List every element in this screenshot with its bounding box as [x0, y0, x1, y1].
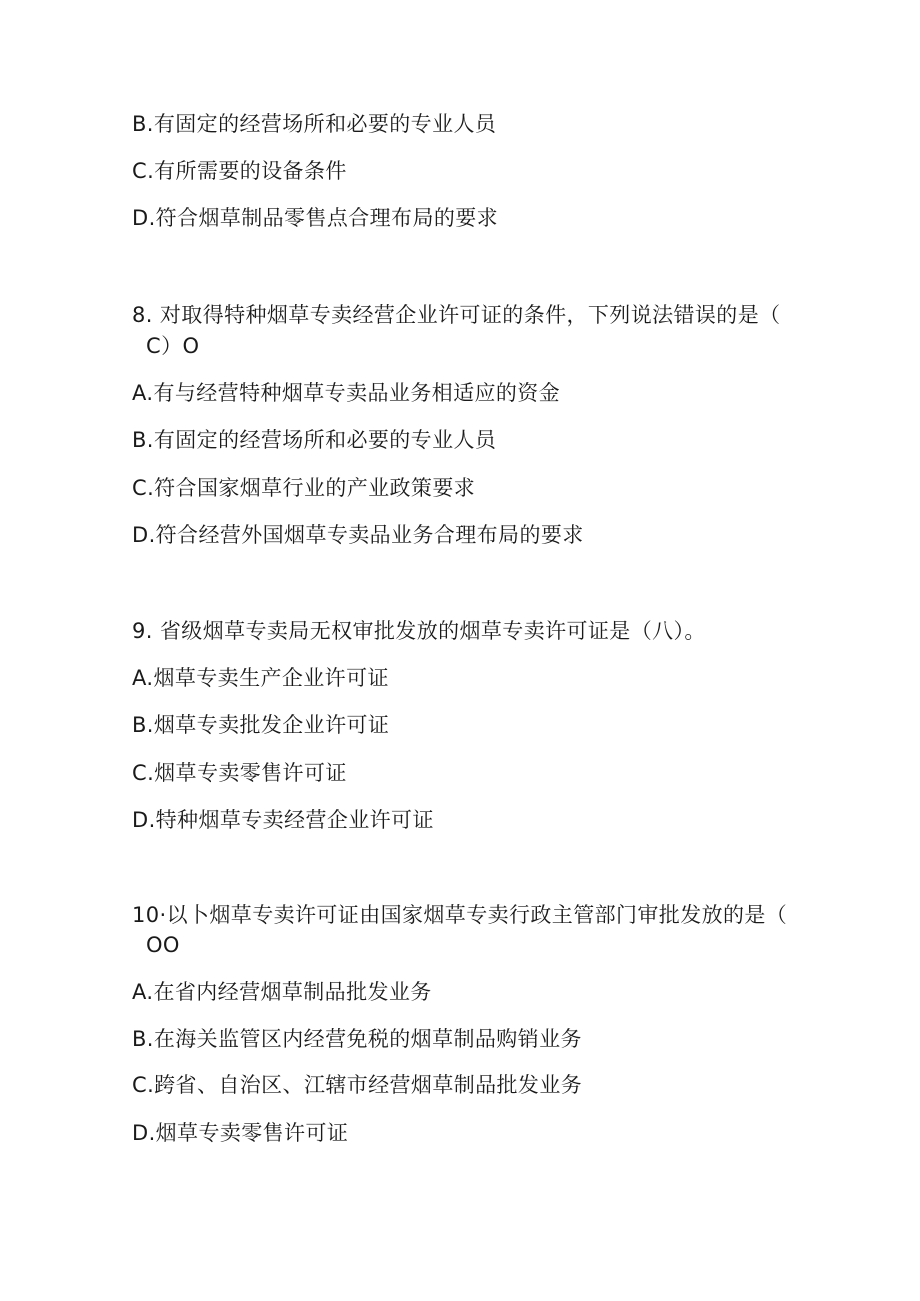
- q10-stem-line1: 10·以卜烟草专卖许可证由国家烟草专卖行政主管部门审批发放的是（: [132, 903, 788, 927]
- q7-option-d: D.符合烟草制品零售点合理布局的要求: [132, 206, 499, 230]
- q10-option-a: A.在省内经营烟草制品批发业务: [132, 980, 432, 1004]
- q10-option-d: D.烟草专卖零售许可证: [132, 1121, 349, 1145]
- q8-stem-line2: C）O: [146, 334, 200, 358]
- q8-option-c: C.符合国家烟草行业的产业政策要求: [132, 476, 476, 500]
- q9-stem: 9. 省级烟草专卖局无权审批发放的烟草专卖许可证是（八）。: [132, 619, 706, 643]
- q8-option-d: D.符合经营外国烟草专卖品业务合理布局的要求: [132, 523, 584, 547]
- q9-option-d: D.特种烟草专卖经营企业许可证: [132, 808, 434, 832]
- q7-option-c: C.有所需要的设备条件: [132, 159, 347, 183]
- q9-option-c: C.烟草专卖零售许可证: [132, 761, 347, 785]
- q9-option-b: B.烟草专卖批发企业许可证: [132, 713, 390, 737]
- q10-option-c: C.跨省、自治区、江辖市经营烟草制品批发业务: [132, 1073, 583, 1097]
- q10-option-b: B.在海关监管区内经营免税的烟草制品购销业务: [132, 1027, 582, 1051]
- q8-option-a: A.有与经营特种烟草专卖品业务相适应的资金: [132, 381, 561, 405]
- q8-stem-line1: 8. 对取得特种烟草专卖经营企业许可证的条件，下列说法错误的是（: [132, 303, 781, 327]
- q7-option-b: B.有固定的经营场所和必要的专业人员: [132, 112, 497, 136]
- q10-stem-line2: OO: [146, 933, 180, 957]
- q8-option-b: B.有固定的经营场所和必要的专业人员: [132, 428, 497, 452]
- q9-option-a: A.烟草专卖生产企业许可证: [132, 666, 389, 690]
